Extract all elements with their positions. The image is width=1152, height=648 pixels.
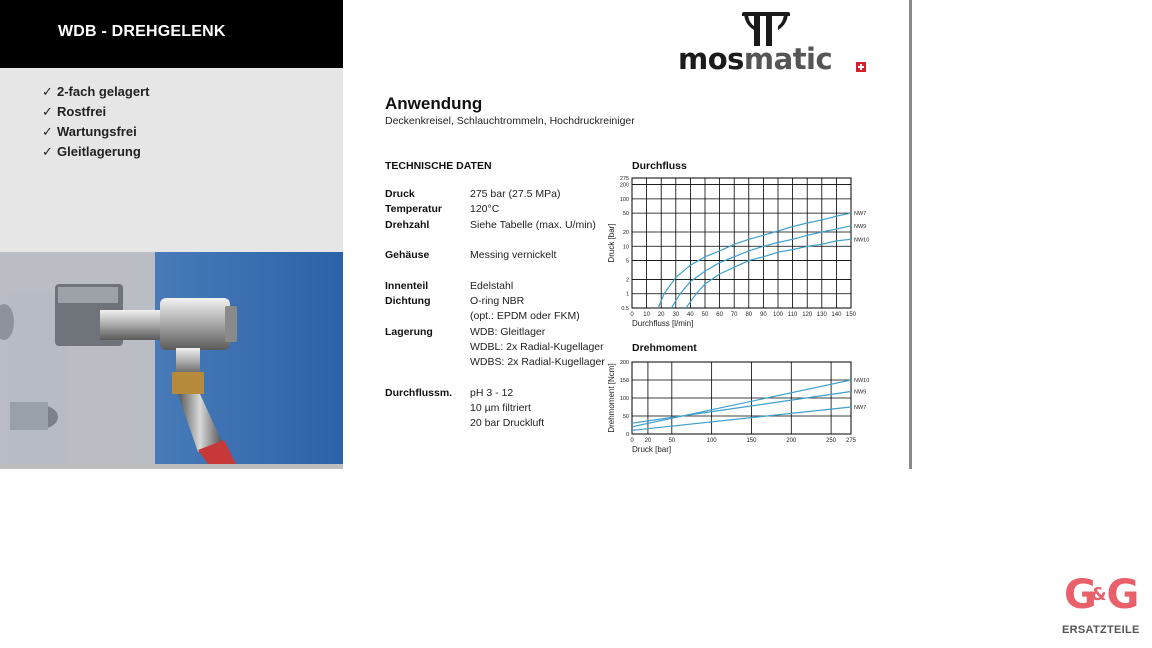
y-tick-label: 200 bbox=[619, 182, 629, 189]
x-tick-label: 50 bbox=[668, 438, 676, 444]
series-label: NW9 bbox=[854, 223, 867, 230]
series-label: NW7 bbox=[854, 405, 867, 411]
series-label: NW9 bbox=[854, 389, 867, 396]
gg-mark bbox=[1064, 570, 1135, 620]
torque-chart bbox=[604, 356, 884, 460]
spec-value: 10 µm filtriert bbox=[470, 402, 531, 414]
series-label: NW10 bbox=[854, 237, 870, 244]
x-tick-label: 100 bbox=[706, 438, 717, 444]
feature-item bbox=[42, 142, 149, 162]
x-tick-label: 200 bbox=[786, 438, 797, 444]
spec-value: (opt.: EPDM oder FKM) bbox=[470, 310, 580, 322]
spec-value: 275 bar (27.5 MPa) bbox=[470, 188, 561, 200]
flow-chart-title: Durchfluss bbox=[632, 160, 687, 172]
wordmark-part-2: matic bbox=[743, 42, 833, 76]
spec-key: Durchflussm. bbox=[385, 387, 453, 399]
y-tick-label: 100 bbox=[619, 196, 629, 203]
y-tick-label: 0 bbox=[625, 432, 629, 438]
x-tick-label: 80 bbox=[745, 312, 753, 318]
x-tick-label: 70 bbox=[730, 312, 738, 318]
y-tick-label: 200 bbox=[619, 360, 629, 366]
x-tick-label: 130 bbox=[816, 312, 827, 318]
y-tick-label: 50 bbox=[622, 414, 629, 420]
product-title: WDB - DREHGELENK bbox=[58, 23, 226, 40]
wordmark-part-1: mos bbox=[678, 42, 744, 76]
y-axis-label: Drehmoment [Ncm] bbox=[607, 363, 616, 433]
spec-value: Messing vernickelt bbox=[470, 249, 557, 261]
spec-key: Druck bbox=[385, 188, 415, 200]
spec-key: Dichtung bbox=[385, 295, 431, 307]
x-tick-label: 250 bbox=[826, 438, 837, 444]
spec-value: WDBS: 2x Radial-Kugellager bbox=[470, 356, 605, 368]
y-axis-label: Druck [bar] bbox=[607, 223, 616, 263]
y-tick-label: 50 bbox=[622, 211, 629, 218]
feature-label: Wartungsfrei bbox=[57, 124, 137, 139]
spec-value: pH 3 - 12 bbox=[470, 387, 514, 399]
x-tick-label: 140 bbox=[831, 312, 842, 318]
x-tick-label: 275 bbox=[845, 438, 857, 444]
y-tick-label: 5 bbox=[625, 258, 629, 265]
x-axis-label: Durchfluss [l/min] bbox=[632, 319, 694, 328]
spec-key: Temperatur bbox=[385, 203, 442, 215]
y-tick-label: 2 bbox=[625, 277, 629, 284]
spec-value: 120°C bbox=[470, 203, 500, 215]
flow-chart bbox=[604, 172, 884, 332]
feature-label: Gleitlagerung bbox=[57, 144, 141, 159]
spec-key: Drehzahl bbox=[385, 219, 430, 231]
left-panel bbox=[0, 0, 343, 469]
x-tick-label: 90 bbox=[760, 312, 767, 318]
y-tick-label: 100 bbox=[619, 396, 629, 402]
y-tick-label: 150 bbox=[619, 378, 629, 384]
torque-chart-title: Drehmoment bbox=[632, 342, 697, 354]
x-tick-label: 150 bbox=[746, 438, 757, 444]
gg-letter: G bbox=[1106, 572, 1136, 618]
series-label: NW10 bbox=[854, 378, 870, 384]
application-heading: Anwendung bbox=[385, 94, 483, 113]
y-tick-label: 1 bbox=[625, 291, 629, 298]
page-edge bbox=[909, 0, 912, 469]
x-tick-label: 100 bbox=[772, 312, 784, 318]
feature-label: 2-fach gelagert bbox=[57, 84, 150, 99]
check-icon: ✓ bbox=[42, 124, 53, 139]
y-tick-label: 10 bbox=[622, 244, 629, 251]
check-icon: ✓ bbox=[42, 144, 53, 159]
x-tick-label: 150 bbox=[845, 312, 857, 318]
title-bar bbox=[0, 0, 343, 68]
x-tick-label: 50 bbox=[701, 312, 709, 318]
x-tick-label: 30 bbox=[672, 312, 680, 318]
feature-item bbox=[42, 102, 149, 122]
x-tick-label: 20 bbox=[644, 438, 652, 444]
gg-letter: G bbox=[1064, 572, 1093, 618]
gg-ampersand: & bbox=[1090, 584, 1107, 605]
spec-value: Siehe Tabelle (max. U/min) bbox=[470, 219, 596, 231]
spec-value: Edelstahl bbox=[470, 280, 514, 292]
spec-value: WDBL: 2x Radial-Kugellager bbox=[470, 341, 604, 353]
mosmatic-wordmark bbox=[678, 44, 832, 74]
spec-value: WDB: Gleitlager bbox=[470, 326, 546, 338]
photo-strip bbox=[0, 464, 343, 469]
y-tick-label: 20 bbox=[622, 229, 629, 236]
check-icon: ✓ bbox=[42, 84, 53, 99]
x-tick-label: 20 bbox=[657, 312, 665, 318]
spec-value: 20 bar Druckluft bbox=[470, 417, 545, 429]
x-tick-label: 0 bbox=[630, 312, 634, 318]
feature-item bbox=[42, 82, 149, 102]
y-tick-label: 275 bbox=[619, 176, 629, 182]
product-photo bbox=[0, 252, 343, 464]
x-tick-label: 110 bbox=[787, 312, 798, 318]
x-tick-label: 0 bbox=[630, 438, 634, 444]
gg-ersatzteile-logo bbox=[1060, 570, 1146, 640]
x-tick-label: 40 bbox=[687, 312, 694, 318]
plot-area bbox=[632, 178, 851, 308]
feature-list bbox=[42, 82, 149, 162]
y-tick-label: 0.5 bbox=[621, 306, 629, 312]
swiss-cross-icon bbox=[856, 62, 866, 72]
x-tick-label: 10 bbox=[643, 312, 650, 318]
feature-item bbox=[42, 122, 149, 142]
spec-value: O-ring NBR bbox=[470, 295, 525, 307]
x-axis-label: Druck [bar] bbox=[632, 445, 672, 454]
specs-heading: TECHNISCHE DATEN bbox=[385, 160, 492, 172]
spec-key: Innenteil bbox=[385, 280, 429, 292]
spec-key: Gehäuse bbox=[385, 249, 430, 261]
spec-key: Lagerung bbox=[385, 326, 433, 338]
application-text: Deckenkreisel, Schlauchtrommeln, Hochdruckreiniger bbox=[385, 115, 635, 127]
check-icon: ✓ bbox=[42, 104, 53, 119]
feature-label: Rostfrei bbox=[57, 104, 107, 119]
gg-label: ERSATZTEILE bbox=[1062, 624, 1140, 636]
x-tick-label: 60 bbox=[716, 312, 723, 318]
mosmatic-logo bbox=[678, 10, 870, 76]
x-tick-label: 120 bbox=[802, 312, 813, 318]
series-label: NW7 bbox=[854, 211, 867, 218]
